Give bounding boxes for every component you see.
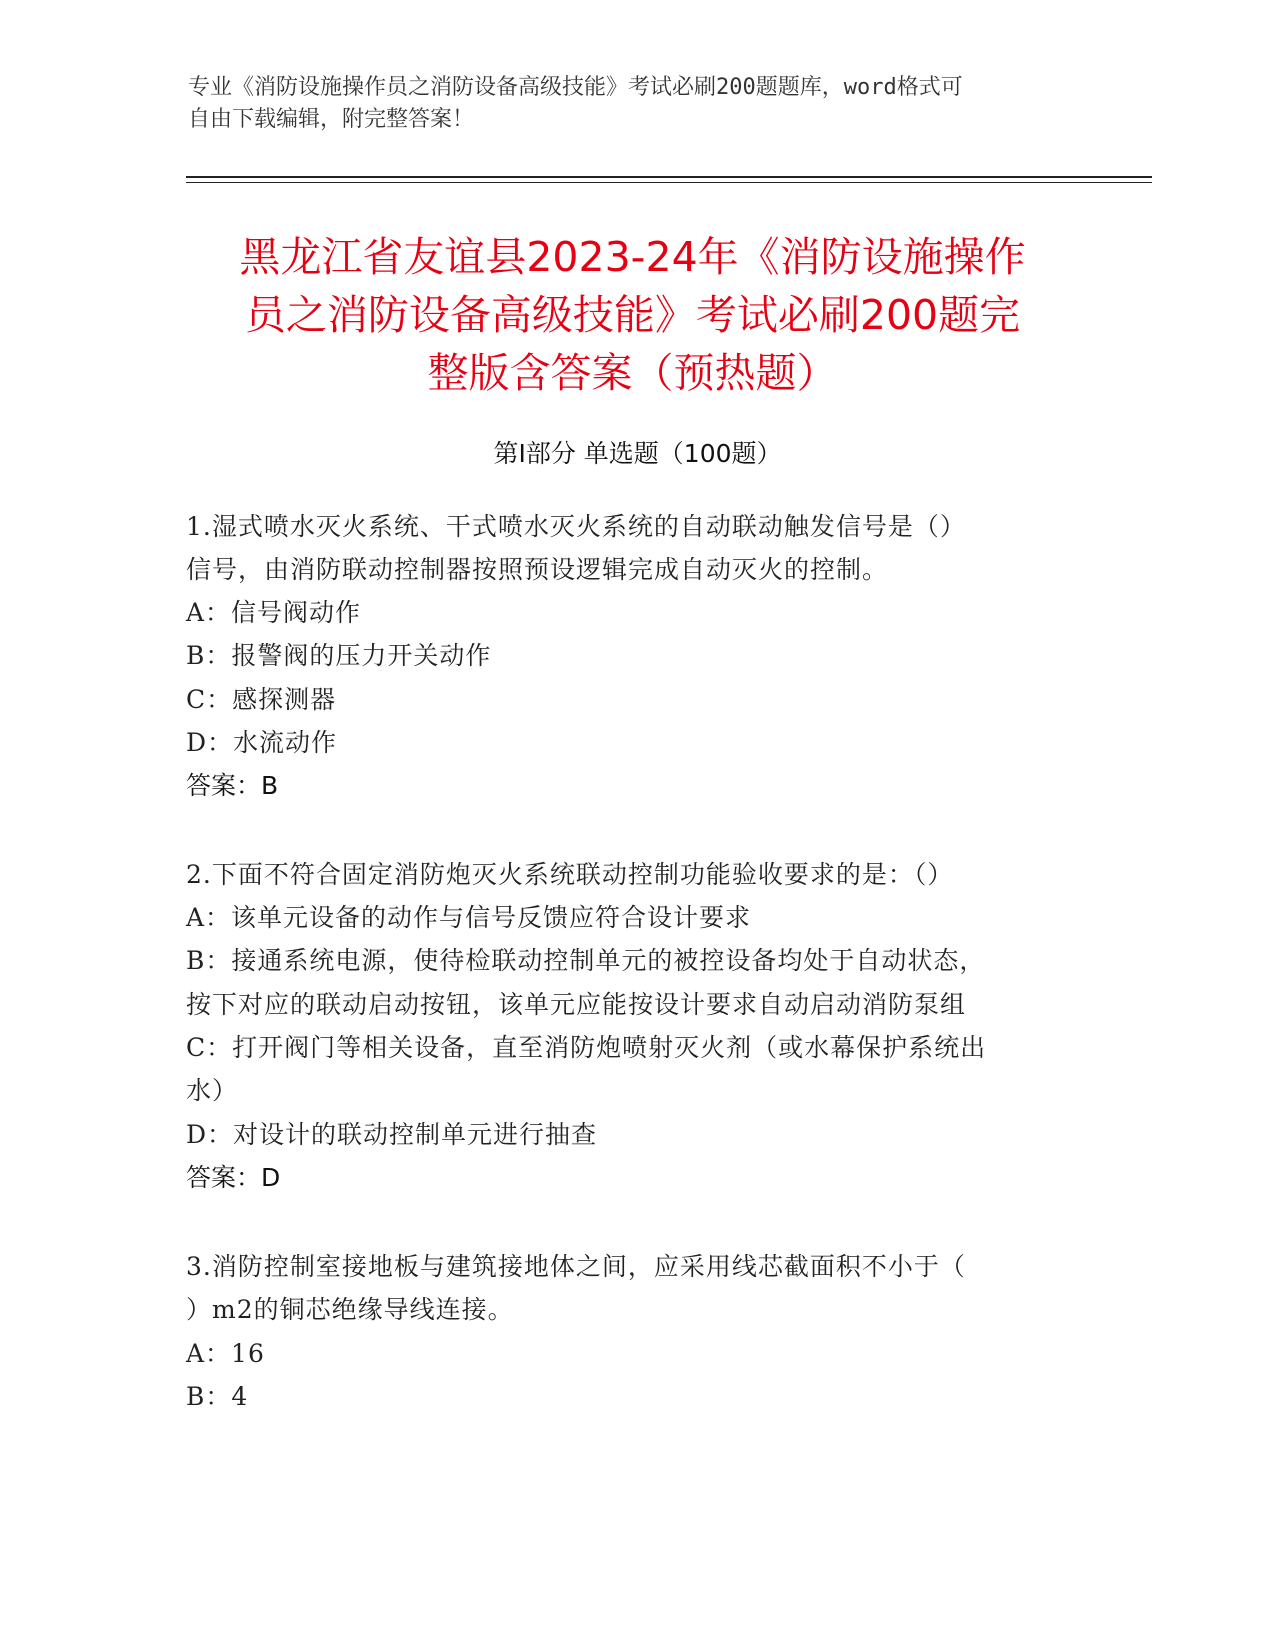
title-line: 员之消防设备高级技能》考试必刷200题完	[244, 291, 1021, 339]
option-c: C：感探测器	[186, 685, 337, 714]
option-b: B：4	[186, 1382, 249, 1411]
section-heading: 第Ⅰ部分 单选题（100题）	[493, 439, 782, 468]
option-b: B：报警阀的压力开关动作	[186, 641, 492, 670]
header-note	[188, 72, 1068, 136]
title-line: 整版含答案（预热题）	[427, 349, 838, 397]
option-a: A：该单元设备的动作与信号反馈应符合设计要求	[186, 903, 752, 932]
question-stem: ）m2的铜芯绝缘导线连接。	[186, 1295, 514, 1324]
answer-label: 答案：D	[186, 1163, 281, 1192]
question-stem: 1.湿式喷水灭火系统、干式喷水灭火系统的自动联动触发信号是（）	[186, 512, 966, 541]
document-title	[150, 228, 1115, 402]
answer-label: 答案：B	[186, 771, 279, 800]
header-note-line: 自由下载编辑，附完整答案！	[188, 107, 475, 132]
question-stem: 2.下面不符合固定消防炮灭火系统联动控制功能验收要求的是：（）	[186, 860, 954, 889]
option-b: B：接通系统电源，使待检联动控制单元的被控设备均处于自动状态，	[186, 946, 986, 975]
option-a: A：信号阀动作	[186, 598, 362, 627]
header-note-line: 专业《消防设施操作员之消防设备高级技能》考试必刷200题题库，word格式可	[188, 75, 963, 100]
option-b-continued: 按下对应的联动启动按钮，该单元应能按设计要求自动启动消防泵组	[186, 990, 967, 1019]
title-line: 黑龙江省友谊县2023-24年《消防设施操作	[239, 233, 1026, 281]
header-divider-thin	[186, 182, 1152, 183]
question-stem: 信号，由消防联动控制器按照预设逻辑完成自动灭火的控制。	[186, 555, 889, 584]
option-d: D：水流动作	[186, 728, 338, 757]
question-stem: 3.消防控制室接地板与建筑接地体之间，应采用线芯截面积不小于（	[186, 1252, 966, 1281]
option-a: A：16	[186, 1339, 265, 1368]
option-d: D：对设计的联动控制单元进行抽查	[186, 1120, 598, 1149]
option-c-continued: 水）	[186, 1076, 239, 1105]
header-divider	[186, 176, 1152, 178]
option-c: C：打开阀门等相关设备，直至消防炮喷射灭火剂（或水幕保护系统出	[186, 1033, 987, 1062]
